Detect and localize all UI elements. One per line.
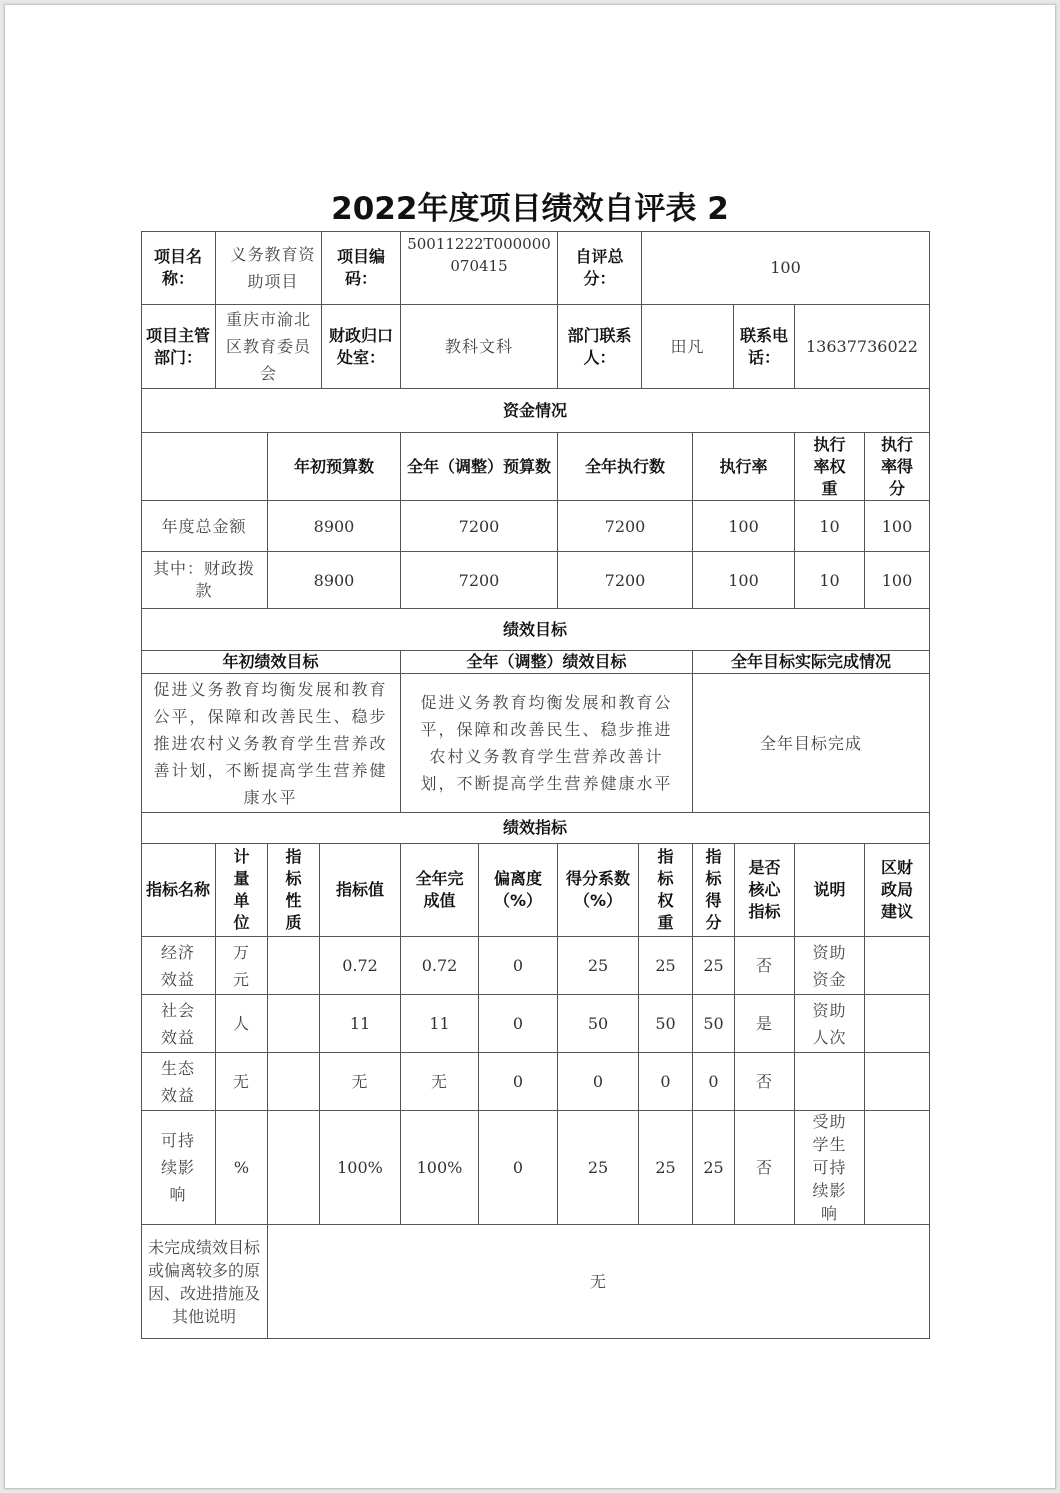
funds-cell: 100 <box>693 552 795 609</box>
ind-cell-note: 受助学生可持续影响 <box>795 1111 865 1225</box>
self-score-label: 自评总分： <box>558 231 642 305</box>
ind-cell-value: 无 <box>320 1053 401 1111</box>
funds-cell: 100 <box>865 501 930 552</box>
ind-cell-value: 100% <box>320 1111 401 1225</box>
ind-cell-advice <box>865 995 930 1053</box>
ind-cell-deviation: 0 <box>479 1111 558 1225</box>
ind-cell-name: 经济效益 <box>141 937 216 995</box>
ind-cell-nature <box>268 1053 320 1111</box>
finance-office-value: 教科文科 <box>401 305 558 389</box>
ind-header-value: 指标值 <box>320 844 401 937</box>
ind-cell-score: 25 <box>693 937 735 995</box>
ind-header-name: 指标名称 <box>141 844 216 937</box>
ind-cell-score: 0 <box>693 1053 735 1111</box>
ind-cell-deviation: 0 <box>479 995 558 1053</box>
funds-cell: 7200 <box>558 552 693 609</box>
ind-cell-deviation: 0 <box>479 1053 558 1111</box>
funds-row-label: 其中：财政拨款 <box>141 552 268 609</box>
ind-header-coefficient: 得分系数（%） <box>558 844 639 937</box>
ind-cell-name: 社会效益 <box>141 995 216 1053</box>
evaluation-table <box>141 231 930 1339</box>
ind-cell-unit: 无 <box>216 1053 268 1111</box>
funds-cell: 100 <box>693 501 795 552</box>
ind-cell-coefficient: 25 <box>558 1111 639 1225</box>
funds-cell: 10 <box>795 501 865 552</box>
funds-header-initial-budget: 年初预算数 <box>268 433 401 501</box>
ind-cell-nature <box>268 1111 320 1225</box>
ind-cell-weight: 50 <box>639 995 693 1053</box>
goals-header-adjusted: 全年（调整）绩效目标 <box>401 651 693 674</box>
funds-row-label: 年度总金额 <box>141 501 268 552</box>
funds-header-execution: 全年执行数 <box>558 433 693 501</box>
funds-header-rate-score: 执行率得分 <box>865 433 930 501</box>
department-label: 项目主管部门： <box>141 305 216 389</box>
ind-cell-score: 50 <box>693 995 735 1053</box>
ind-header-nature: 指标性质 <box>268 844 320 937</box>
funds-cell: 7200 <box>401 501 558 552</box>
ind-cell-core: 否 <box>735 937 795 995</box>
project-name-label: 项目名称： <box>141 231 216 305</box>
ind-cell-completed: 100% <box>401 1111 479 1225</box>
funds-header-execution-rate: 执行率 <box>693 433 795 501</box>
ind-cell-deviation: 0 <box>479 937 558 995</box>
funds-header-rate-weight: 执行率权重 <box>795 433 865 501</box>
goals-adjusted-text: 促进义务教育均衡发展和教育公平，保障和改善民生、稳步推进农村义务教育学生营养改善计划，不断提高学生营养健康水平 <box>401 674 693 813</box>
goals-header-initial: 年初绩效目标 <box>141 651 401 674</box>
ind-cell-core: 是 <box>735 995 795 1053</box>
contact-person-value: 田凡 <box>642 305 734 389</box>
ind-cell-name: 生态效益 <box>141 1053 216 1111</box>
ind-cell-name: 可持续影响 <box>141 1111 216 1225</box>
ind-cell-weight: 0 <box>639 1053 693 1111</box>
project-name-value: 义务教育资助项目 <box>216 231 322 305</box>
funds-cell: 8900 <box>268 501 401 552</box>
ind-cell-coefficient: 25 <box>558 937 639 995</box>
ind-cell-coefficient: 0 <box>558 1053 639 1111</box>
ind-header-bureau-advice: 区财政局建议 <box>865 844 930 937</box>
funds-cell: 10 <box>795 552 865 609</box>
ind-cell-note: 资助人次 <box>795 995 865 1053</box>
project-code-label: 项目编码： <box>322 231 401 305</box>
indicators-section-title: 绩效指标 <box>141 813 930 844</box>
ind-header-note: 说明 <box>795 844 865 937</box>
ind-cell-nature <box>268 995 320 1053</box>
ind-cell-advice <box>865 1111 930 1225</box>
ind-cell-core: 否 <box>735 1053 795 1111</box>
ind-cell-weight: 25 <box>639 1111 693 1225</box>
funds-cell: 7200 <box>558 501 693 552</box>
ind-cell-weight: 25 <box>639 937 693 995</box>
funds-header-adjusted-budget: 全年（调整）预算数 <box>401 433 558 501</box>
goals-initial-text: 促进义务教育均衡发展和教育公平，保障和改善民生、稳步推进农村义务教育学生营养改善计划，不断提高学生营养健康水平 <box>141 674 401 813</box>
ind-header-score: 指标得分 <box>693 844 735 937</box>
remarks-label: 未完成绩效目标或偏离较多的原因、改进措施及其他说明 <box>141 1225 268 1339</box>
goals-actual-text: 全年目标完成 <box>693 674 930 813</box>
ind-cell-note <box>795 1053 865 1111</box>
ind-header-core: 是否核心指标 <box>735 844 795 937</box>
contact-person-label: 部门联系人： <box>558 305 642 389</box>
goals-section-title: 绩效目标 <box>141 609 930 651</box>
ind-cell-unit: 人 <box>216 995 268 1053</box>
phone-label: 联系电话： <box>734 305 795 389</box>
funds-cell: 100 <box>865 552 930 609</box>
ind-cell-coefficient: 50 <box>558 995 639 1053</box>
ind-cell-note: 资助资金 <box>795 937 865 995</box>
ind-cell-completed: 无 <box>401 1053 479 1111</box>
ind-cell-value: 0.72 <box>320 937 401 995</box>
remarks-value: 无 <box>268 1225 930 1339</box>
self-score-value: 100 <box>642 231 930 305</box>
funds-section-title: 资金情况 <box>141 389 930 433</box>
ind-header-completed: 全年完成值 <box>401 844 479 937</box>
ind-cell-value: 11 <box>320 995 401 1053</box>
ind-header-unit: 计量单位 <box>216 844 268 937</box>
ind-cell-completed: 0.72 <box>401 937 479 995</box>
goals-header-actual: 全年目标实际完成情况 <box>693 651 930 674</box>
ind-cell-score: 25 <box>693 1111 735 1225</box>
funds-cell: 8900 <box>268 552 401 609</box>
ind-cell-advice <box>865 937 930 995</box>
page-title: 2022年度项目绩效自评表 2 <box>331 191 729 227</box>
finance-office-label: 财政归口处室： <box>322 305 401 389</box>
project-code-value: 50011222T000000070415 <box>401 231 558 305</box>
ind-cell-unit: % <box>216 1111 268 1225</box>
funds-header-blank <box>141 433 268 501</box>
ind-cell-completed: 11 <box>401 995 479 1053</box>
ind-cell-core: 否 <box>735 1111 795 1225</box>
ind-cell-unit: 万元 <box>216 937 268 995</box>
ind-header-deviation: 偏离度（%） <box>479 844 558 937</box>
funds-cell: 7200 <box>401 552 558 609</box>
phone-value: 13637736022 <box>795 305 930 389</box>
ind-header-weight: 指标权重 <box>639 844 693 937</box>
ind-cell-nature <box>268 937 320 995</box>
department-value: 重庆市渝北区教育委员会 <box>216 305 322 389</box>
ind-cell-advice <box>865 1053 930 1111</box>
